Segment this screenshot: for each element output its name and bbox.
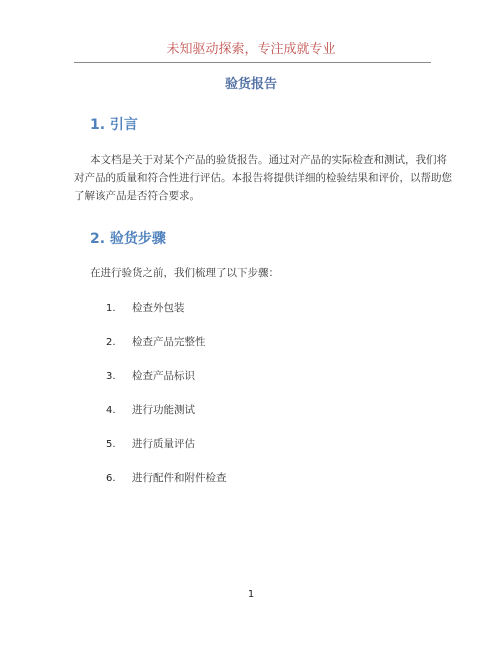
steps-intro: 在进行验货之前，我们梳理了以下步骤： (90, 267, 279, 279)
list-item-text: 进行功能测试 (132, 404, 195, 416)
list-item-text: 检查产品完整性 (132, 336, 206, 348)
introduction-paragraph (74, 151, 452, 205)
list-item (106, 470, 227, 487)
section-heading-inspection-steps: 2. 验货步骤 (90, 231, 166, 247)
list-item (106, 368, 195, 385)
list-item-number: 4. (106, 405, 116, 416)
list-item (106, 334, 206, 351)
document-title: 验货报告 (224, 77, 277, 92)
header-divider (74, 62, 431, 63)
paragraph-line: 本文档是关于对某个产品的验货报告。通过对产品的实际检查和测试，我们将 (90, 154, 447, 166)
page-header: 未知驱动探索，专注成就专业 (166, 42, 336, 57)
list-item-text: 进行配件和附件检查 (132, 472, 227, 484)
section-heading-introduction: 1. 引言 (90, 117, 138, 133)
list-item (106, 402, 195, 419)
list-item-text: 检查外包装 (132, 302, 185, 314)
list-item-number: 5. (106, 439, 116, 450)
list-item-number: 2. (106, 337, 116, 348)
list-item-number: 1. (106, 303, 116, 314)
list-item-text: 进行质量评估 (132, 438, 195, 450)
page-number: 1 (247, 589, 255, 600)
list-item (106, 436, 195, 453)
paragraph-line: 对产品的质量和符合性进行评估。本报告将提供详细的检验结果和评价，以帮助您 (74, 172, 452, 184)
list-item-number: 6. (106, 473, 116, 484)
list-item-number: 3. (106, 371, 116, 382)
paragraph-line: 了解该产品是否符合要求。 (74, 190, 200, 202)
list-item-text: 检查产品标识 (132, 370, 195, 382)
list-item (106, 300, 185, 317)
